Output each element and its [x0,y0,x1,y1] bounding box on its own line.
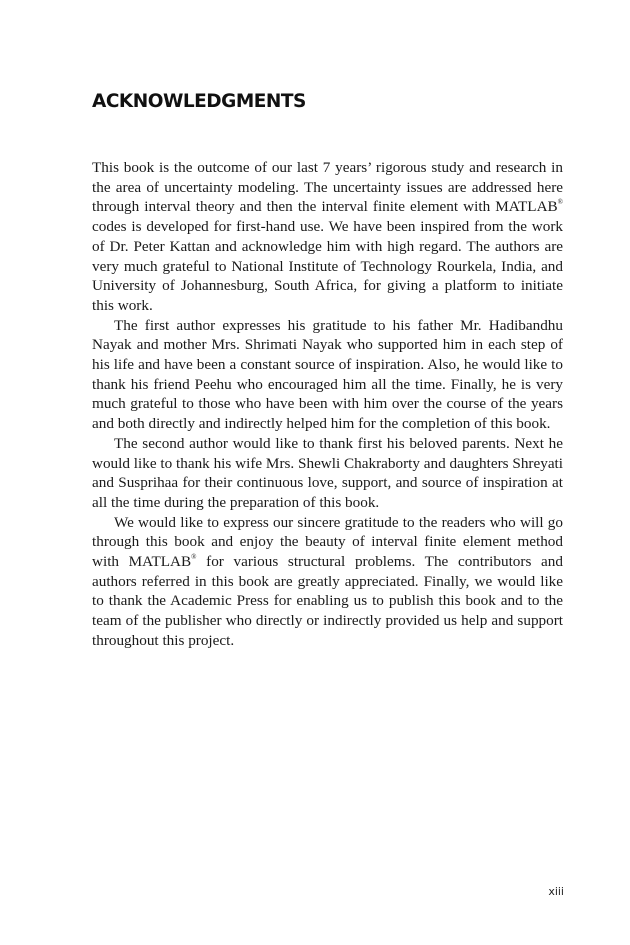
paragraph-4 [92,513,563,651]
chapter-heading: ACKNOWLEDGMENTS [92,91,306,112]
registered-mark: ® [191,553,197,562]
paragraph-2: The first author expresses his gratitude to his father Mr. Hadibandhu Nayak and mother Mrs. Shrimati Nayak who supported him in each step of his life and have been a constant source of inspiration. Also, he would like to thank his friend Peehu who encouraged him all the time. Finally, he is very much grateful to those who have been with him over the course of the years and both directly and indirectly helped him for the completion of this book. [92,316,563,433]
registered-mark: ® [557,198,563,207]
body-text [92,158,563,651]
paragraph-3: The second author would like to thank first his beloved parents. Next he would like to thank his wife Mrs. Shewli Chakraborty and daughters Shreyati and Susprihaa for their continuous love, support, and source of inspiration at all the time during the preparation of this book. [92,434,563,511]
paragraph-4-text-b: for various structural problems. The contributors and authors referred in this book are greatly appreciated. Finally, we would like to thank the Academic Press for enabling us to publish this book and to the team of the publisher who directly or indirectly provided us help and support throughout this project. [92,553,563,649]
paragraph-4-text-a: We would like to express our sincere gratitude to the readers who will go through this book and enjoy the beauty of interval finite element method with MATLAB [92,513,563,571]
paragraph-1 [92,158,563,316]
paragraph-1-text-b: codes is developed for first-hand use. We have been inspired from the work of Dr. Peter Kattan and acknowledge him with high regard. The authors are very much grateful to National Institute of Technology Rourkela, India, and University of Johannesburg, South Africa, for giving a platform to initiate this work. [92,218,563,314]
page-number: xiii [548,885,564,898]
paragraph-1-text-a: This book is the outcome of our last 7 years’ rigorous study and research in the area of uncertainty modeling. The uncertainty issues are addressed here through interval theory and then the interval finite element with MATLAB [92,159,563,216]
